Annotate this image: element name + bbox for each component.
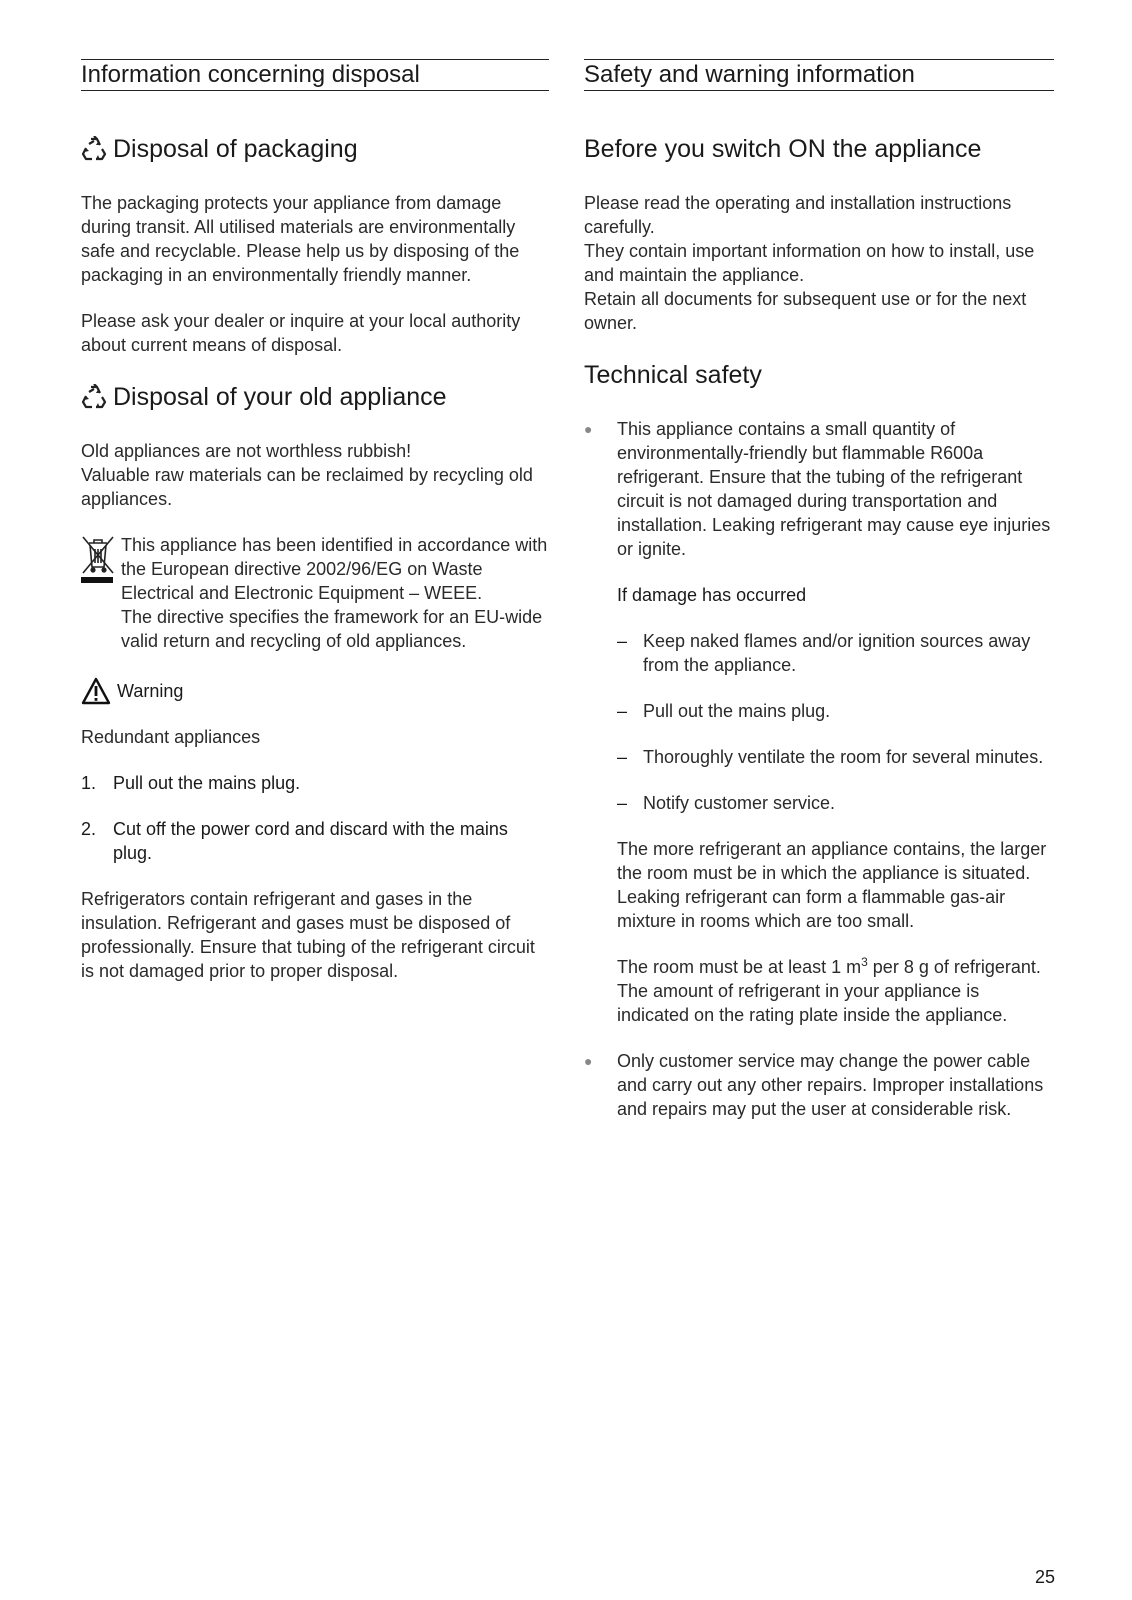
list-item — [617, 791, 1054, 815]
section-header-disposal: Information concerning disposal — [81, 59, 549, 91]
room-size-sup: 3 — [861, 955, 868, 969]
refrigerant-amount-paragraph: The more refrigerant an appliance contains, the larger the room must be in which the appliance is situated. Leaking refrigerant can form a flammable gas-air mixture in rooms which are too small. — [617, 839, 1047, 931]
step-text: Cut off the power cord and discard with the mains plug. — [113, 819, 508, 863]
heading-before-switch-on: Before you switch ON the appliance — [584, 135, 982, 163]
weee-text-2: The directive specifies the framework for an EU-wide valid return and recycling of old appliances. — [121, 607, 543, 651]
heading-disposal-of-old-appliance-text: Disposal of your old appliance — [113, 383, 447, 411]
action-text: Pull out the mains plug. — [643, 701, 831, 721]
dash-mark: – — [617, 793, 628, 813]
list-item — [617, 745, 1054, 769]
old-appliance-line-1: Old appliances are not worthless rubbish! — [81, 441, 412, 461]
warning-intro: Redundant appliances — [81, 727, 261, 747]
page-number: 25 — [1035, 1567, 1056, 1587]
list-item — [617, 629, 1054, 677]
recycle-icon — [81, 136, 107, 162]
bullet-text-customer-service: Only customer service may change the power cable and carry out any other repairs. Improper installations and repairs may put the user at considerable risk. — [617, 1051, 1044, 1119]
step-text: Pull out the mains plug. — [113, 773, 301, 793]
disposal-closing-paragraph: Refrigerators contain refrigerant and gases in the insulation. Refrigerant and gases must be disposed of professionally. Ensure that tubing of the refrigerant circuit is not damaged prior to proper disposal. — [81, 889, 535, 981]
action-text: Notify customer service. — [643, 793, 836, 813]
heading-disposal-of-packaging-text: Disposal of packaging — [113, 135, 358, 163]
action-text: Keep naked flames and/or ignition sources away from the appliance. — [643, 631, 1031, 675]
heading-disposal-of-packaging — [81, 133, 549, 165]
list-item — [617, 699, 1054, 723]
step-number: 2. — [81, 819, 97, 839]
step-number: 1. — [81, 773, 97, 793]
dash-mark: – — [617, 631, 628, 651]
bullet-text-refrigerant: This appliance contains a small quantity of environmentally-friendly but flammable R600a refrigerant. Ensure that the tubing of the refrigerant circuit is not damaged during transportation and installation. Leaking refrigerant may cause eye injuries or ignite. — [617, 419, 1051, 559]
before-line-3: Retain all documents for subsequent use or for the next owner. — [584, 289, 1027, 333]
weee-notice — [81, 533, 549, 653]
list-item — [584, 417, 1054, 561]
warning-heading — [81, 677, 549, 705]
old-appliance-line-2: Valuable raw materials can be reclaimed by recycling old appliances. — [81, 465, 533, 509]
packaging-paragraph-2: Please ask your dealer or inquire at your local authority about current means of disposal. — [81, 311, 521, 355]
bullet-dot: ● — [584, 1053, 593, 1069]
weee-text-1: This appliance has been identified in accordance with the European directive 2002/96/EG on Waste Electrical and Electronic Equipment – WEEE. — [121, 535, 548, 603]
room-size-post: per 8 g of refrigerant. The amount of refrigerant in your appliance is indicated on the rating plate inside the appliance. — [617, 957, 1041, 1025]
warning-label: Warning — [117, 681, 184, 701]
bullet-dot: ● — [584, 421, 593, 437]
damage-heading: If damage has occurred — [617, 585, 807, 605]
right-column — [584, 59, 1054, 1121]
recycle-icon — [81, 384, 107, 410]
heading-technical-safety: Technical safety — [584, 361, 762, 389]
before-line-1: Please read the operating and installation instructions carefully. — [584, 193, 1012, 237]
action-text: Thoroughly ventilate the room for several minutes. — [643, 747, 1044, 767]
before-line-2: They contain important information on how to install, use and maintain the appliance. — [584, 241, 1035, 285]
list-item — [81, 817, 549, 865]
heading-disposal-of-old-appliance — [81, 381, 549, 413]
room-size-pre: The room must be at least 1 m — [617, 957, 862, 977]
left-column — [81, 59, 549, 983]
section-header-safety: Safety and warning information — [584, 59, 1054, 91]
packaging-paragraph-1: The packaging protects your appliance from damage during transit. All utilised materials are environmentally safe and recyclable. Please help us by disposing of the packaging in an environmentally friendly manner. — [81, 193, 520, 285]
dash-mark: – — [617, 701, 628, 721]
damage-section — [584, 583, 1054, 1027]
list-item — [584, 1049, 1054, 1121]
dash-mark: – — [617, 747, 628, 767]
warning-triangle-icon — [81, 677, 111, 705]
room-size-paragraph — [617, 955, 1054, 1027]
weee-crossed-bin-icon — [81, 533, 121, 653]
list-item — [81, 771, 549, 795]
